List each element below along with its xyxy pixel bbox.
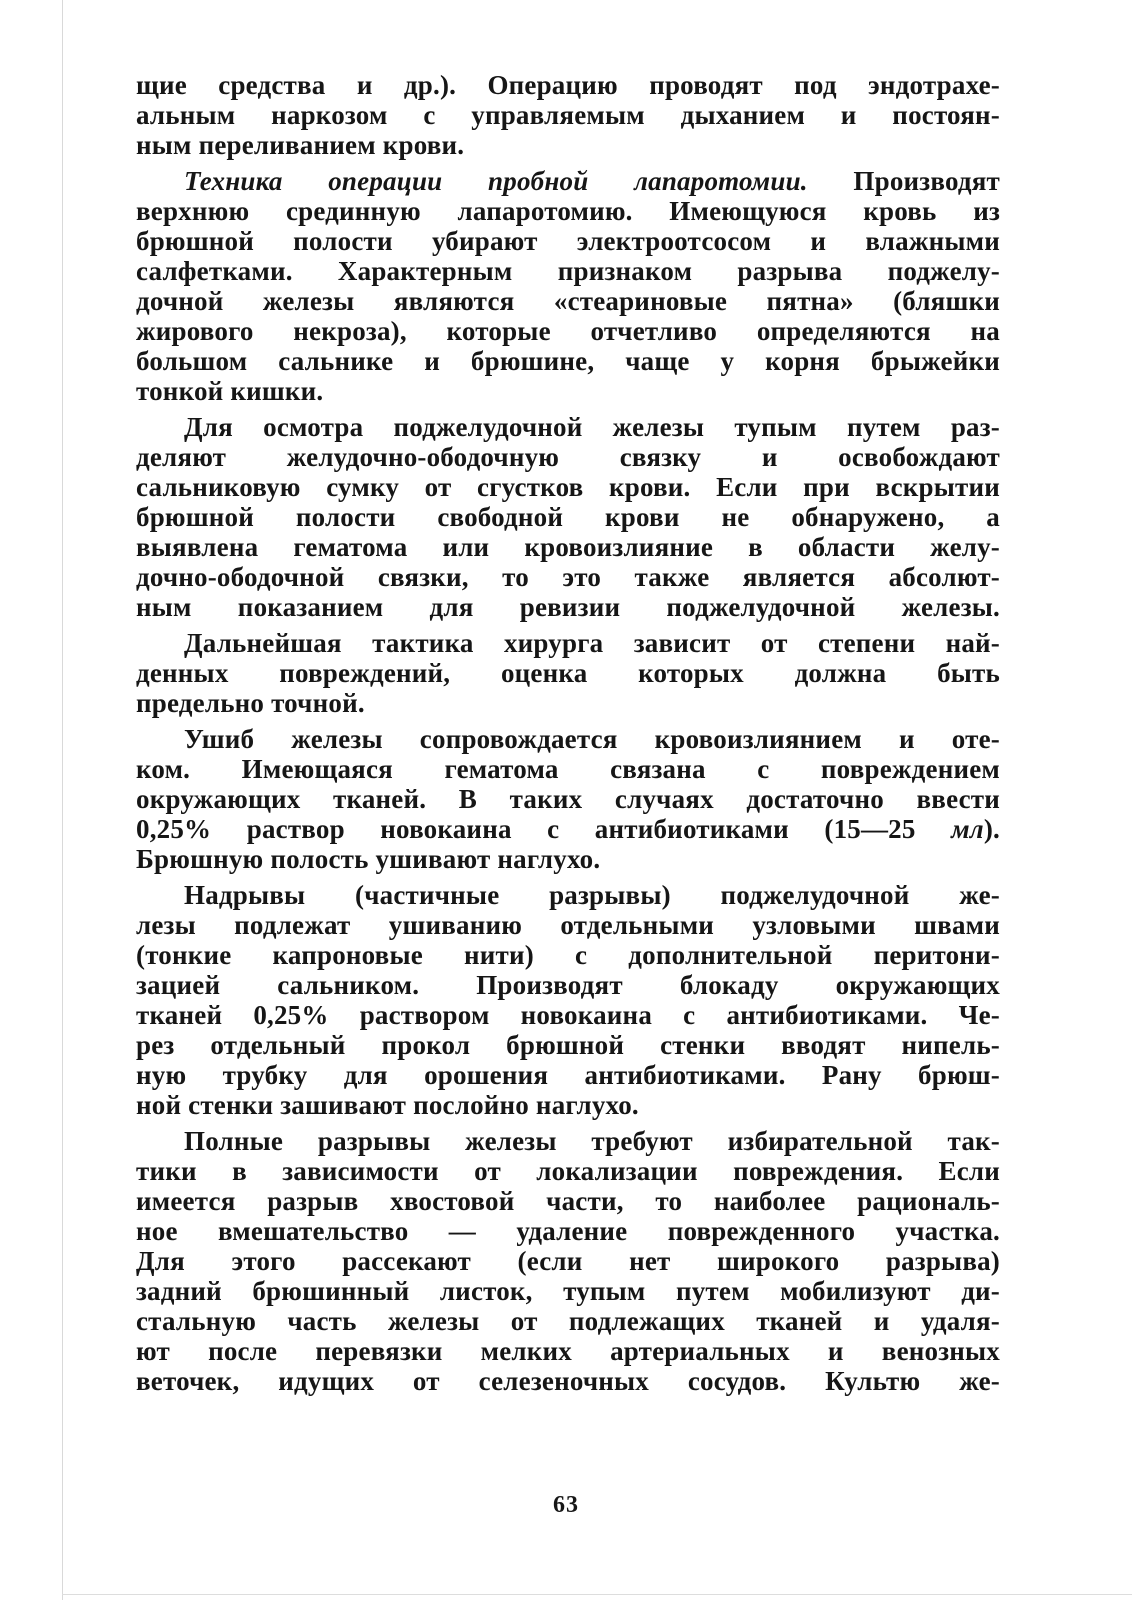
line-text: тики в зависимости от локализации повреждения. Если: [136, 1156, 1000, 1186]
line-text: тонкой кишки.: [136, 376, 324, 406]
text-line: [136, 1060, 1000, 1090]
line-text: брюшной полости убирают электроотсосом и влажными: [136, 226, 1000, 256]
line-text: дочно-ободочной связки, то это также является абсолют-: [136, 562, 1000, 592]
text-line: [136, 628, 1000, 658]
text-line: [136, 100, 1000, 130]
text-line: [136, 880, 1000, 910]
italic-unit: мл: [951, 814, 984, 844]
text-line: [136, 1276, 1000, 1306]
scan-bottom-edge: [62, 1594, 1132, 1595]
line-text: рез отдельный прокол брюшной стенки вводят нипель-: [136, 1030, 1000, 1060]
text-line: [136, 688, 1000, 718]
text-line: [136, 196, 1000, 226]
text-line: [136, 502, 1000, 532]
line-text: салфетками. Характерным признаком разрыва поджелу-: [136, 256, 1000, 286]
line-text: альным наркозом с управляемым дыханием и постоян-: [136, 100, 1000, 130]
line-text: стальную часть железы от подлежащих тканей и удаля-: [136, 1306, 1000, 1336]
line-text: Надрывы (частичные разрывы) поджелудочной же-: [184, 880, 1000, 910]
line-text: Дальнейшая тактика хирурга зависит от степени най-: [184, 628, 1000, 658]
text-line: [136, 346, 1000, 376]
italic-phrase: Техника операции пробной лапаротомии.: [184, 166, 808, 196]
text-line: [136, 1156, 1000, 1186]
text-line: [136, 844, 1000, 874]
text-line: [136, 412, 1000, 442]
text-line: [136, 1000, 1000, 1030]
text-line: [136, 970, 1000, 1000]
text-line: [136, 166, 1000, 196]
line-text: тканей 0,25% раствором новокаина с антибиотиками. Че-: [136, 1000, 1000, 1030]
line-text: ком. Имеющаяся гематома связана с повреждением: [136, 754, 1000, 784]
line-text-end: ).: [983, 814, 1000, 844]
line-text: задний брюшинный листок, тупым путем мобилизуют ди-: [136, 1276, 1000, 1306]
text-line: [136, 658, 1000, 688]
text-line: [136, 256, 1000, 286]
line-text: Для этого рассекают (если нет широкого разрыва): [136, 1246, 1000, 1276]
line-text: верхнюю срединную лапаротомию. Имеющуюся кровь из: [136, 196, 1000, 226]
line-text: брюшной полости свободной крови не обнаружено, а: [136, 502, 1000, 532]
text-line: [136, 376, 1000, 406]
line-text: дочной железы являются «стеариновые пятна» (бляшки: [136, 286, 1000, 316]
text-line: [136, 226, 1000, 256]
line-text: предельно точной.: [136, 688, 365, 718]
text-line: [136, 724, 1000, 754]
line-text: ное вмешательство — удаление поврежденного участка.: [136, 1216, 1000, 1246]
line-text: 0,25% раствор новокаина с антибиотиками (15—25: [136, 814, 952, 844]
line-text: Брюшную полость ушивают наглухо.: [136, 844, 601, 874]
line-text: ным показанием для ревизии поджелудочной железы.: [136, 592, 1000, 622]
text-line: [136, 286, 1000, 316]
line-text: лезы подлежат ушиванию отдельными узловыми швами: [136, 910, 1000, 940]
line-text: Производят: [807, 166, 1000, 196]
text-line: [136, 532, 1000, 562]
text-line: [136, 754, 1000, 784]
line-text: Полные разрывы железы требуют избирательной так-: [184, 1126, 1000, 1156]
line-text: ной стенки зашивают послойно наглухо.: [136, 1090, 639, 1120]
line-text: денных повреждений, оценка которых должна быть: [136, 658, 1000, 688]
text-line: [136, 940, 1000, 970]
text-line: [136, 1336, 1000, 1366]
line-text: веточек, идущих от селезеночных сосудов. Культю же-: [136, 1366, 1000, 1396]
line-text: большом сальнике и брюшине, чаще у корня брыжейки: [136, 346, 1000, 376]
text-line: [136, 814, 1000, 844]
text-line: [136, 1090, 1000, 1120]
line-text: ную трубку для орошения антибиотиками. Рану брюш-: [136, 1060, 1000, 1090]
scan-left-edge: [62, 0, 63, 1600]
line-text: деляют желудочно-ободочную связку и освобождают: [136, 442, 1000, 472]
line-text: выявлена гематома или кровоизлияние в области желу-: [136, 532, 1000, 562]
line-text: зацией сальником. Производят блокаду окружающих: [136, 970, 1000, 1000]
line-text: жирового некроза), которые отчетливо определяются на: [136, 316, 1000, 346]
line-text: щие средства и др.). Операцию проводят под эндотрахе-: [136, 70, 1000, 100]
text-line: [136, 1366, 1000, 1396]
body-text: [136, 70, 1000, 1396]
text-line: [136, 1030, 1000, 1060]
text-line: [136, 442, 1000, 472]
text-line: [136, 316, 1000, 346]
line-text: Ушиб железы сопровождается кровоизлиянием и оте-: [184, 724, 1000, 754]
line-text: окружающих тканей. В таких случаях достаточно ввести: [136, 784, 1000, 814]
text-line: [136, 784, 1000, 814]
text-line: [136, 130, 1000, 160]
line-text: имеется разрыв хвостовой части, то наиболее рациональ-: [136, 1186, 1000, 1216]
line-text: Для осмотра поджелудочной железы тупым путем раз-: [184, 412, 1000, 442]
text-line: [136, 1246, 1000, 1276]
line-text: сальниковую сумку от сгустков крови. Если при вскрытии: [136, 472, 1000, 502]
text-line: [136, 1126, 1000, 1156]
line-text: ным переливанием крови.: [136, 130, 465, 160]
line-text: (тонкие капроновые нити) с дополнительной перитони-: [136, 940, 1000, 970]
text-line: [136, 592, 1000, 622]
text-line: [136, 562, 1000, 592]
text-line: [136, 1186, 1000, 1216]
text-line: [136, 910, 1000, 940]
text-line: [136, 1306, 1000, 1336]
text-line: [136, 70, 1000, 100]
line-text: ют после перевязки мелких артериальных и венозных: [136, 1336, 1000, 1366]
text-line: [136, 472, 1000, 502]
page-number: 63: [553, 1492, 579, 1518]
text-line: [136, 1216, 1000, 1246]
